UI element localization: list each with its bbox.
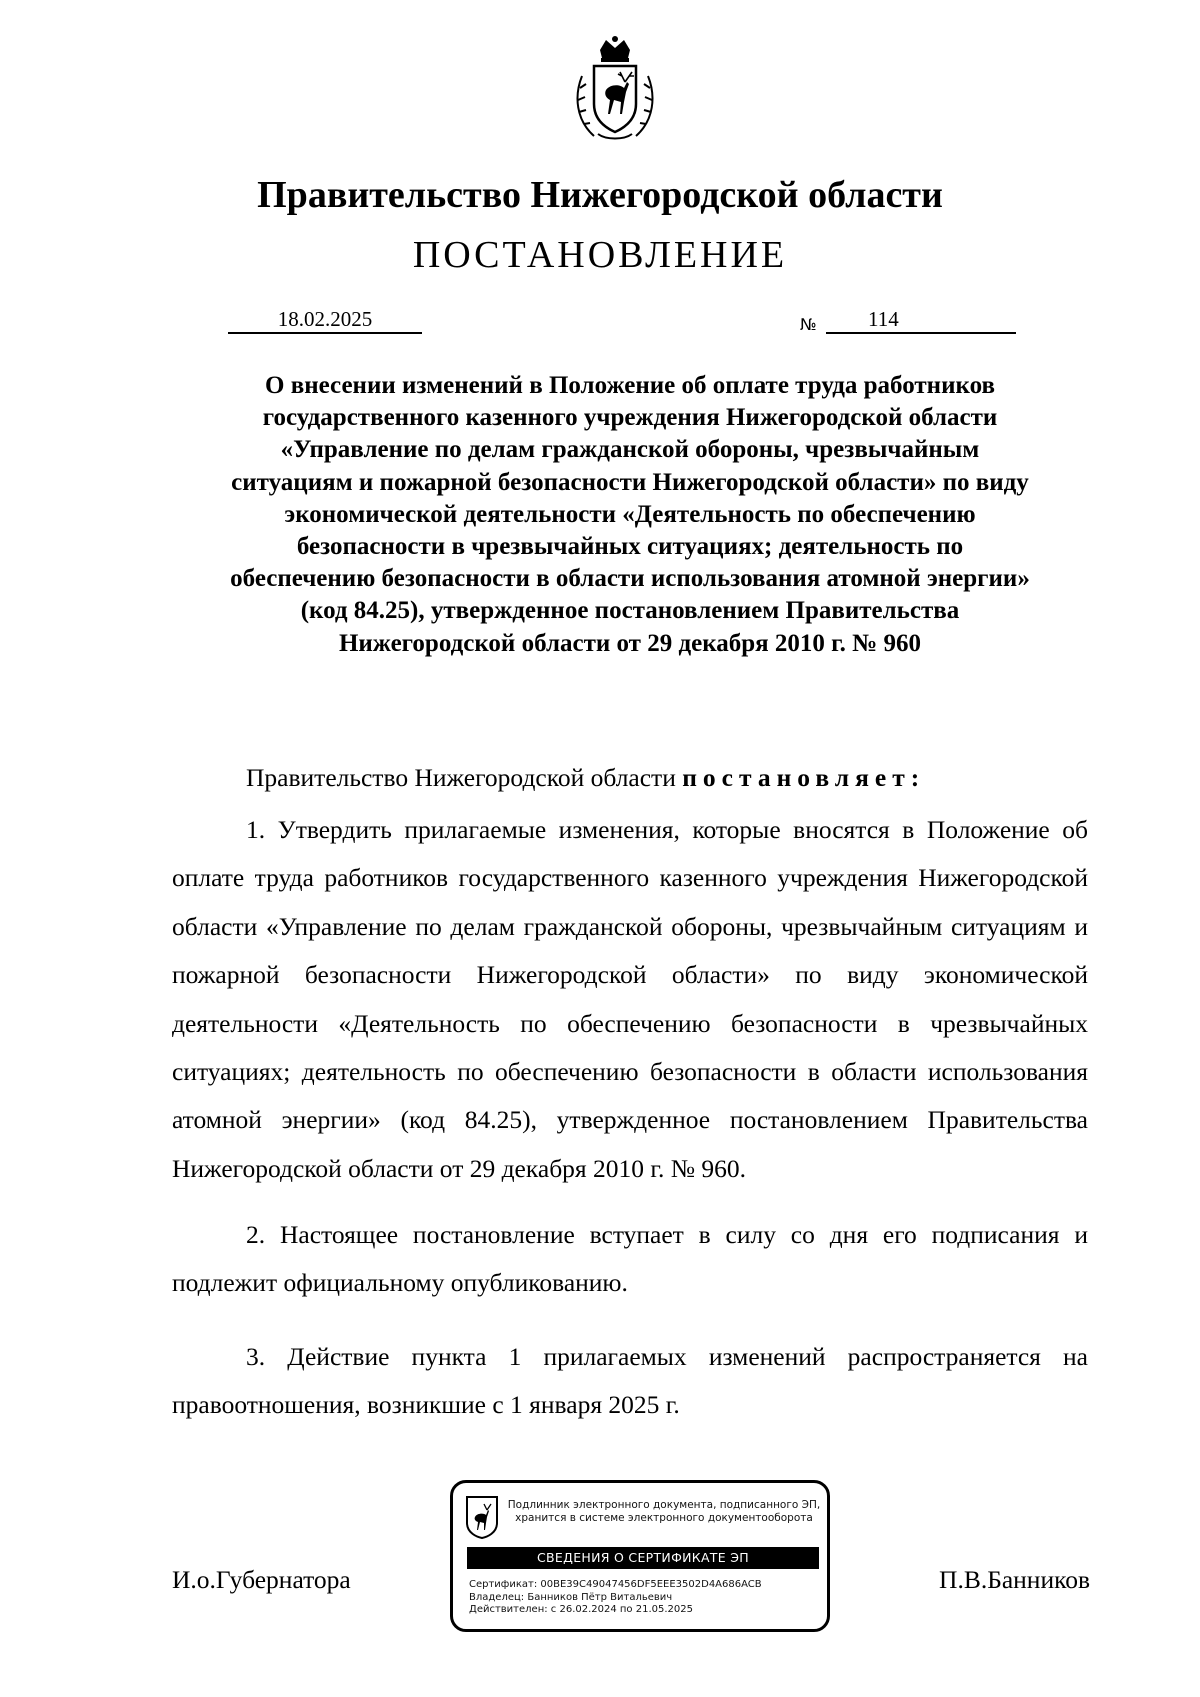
certificate-id: Сертификат: 00BE39C49047456DF5EEE3502D4A686ACB [469, 1579, 762, 1590]
signatory-name: П.В.Банников [939, 1565, 1090, 1594]
stamp-note-line-1: Подлинник электронного документа, подписанного ЭП, [507, 1499, 821, 1511]
org-title: Правительство Нижегородской области [257, 174, 943, 216]
document-date: 18.02.2025 [228, 306, 422, 334]
stamp-note-line-2: хранится в системе электронного документооборота [515, 1512, 813, 1524]
stamp-details [469, 1579, 762, 1617]
enactment-prefix: Правительство Нижегородской области [246, 763, 676, 792]
enactment-line [246, 762, 925, 794]
document-number-field [826, 306, 1016, 334]
paragraph-1: 1. Утвердить прилагаемые изменения, которые вносятся в Положение об оплате труда работников государственного казенного учреждения Нижегородской области «Управление по делам гражданской обороны, чрезвычайным ситуациям и пожарной безопасности Нижегородской области» по виду экономической деятельности «Деятельность по обеспечению безопасности в чрезвычайных ситуациях; деятельность по обеспечению безопасности в области использования атомной энергии» (код 84.25), утвержденное постановлением Правительства Нижегородской области от 29 декабря 2010 г. № 960. [172, 815, 1088, 1183]
document-number: 114 [868, 307, 899, 331]
paragraph-3: 3. Действие пункта 1 прилагаемых изменений распространяется на правоотношения, возникшие с 1 января 2025 г. [172, 1342, 1088, 1420]
stamp-title-bar: СВЕДЕНИЯ О СЕРТИФИКАТЕ ЭП [467, 1547, 819, 1569]
certificate-owner: Владелец: Банников Пётр Витальевич [469, 1591, 673, 1603]
certificate-validity: Действителен: с 26.02.2024 по 21.05.2025 [469, 1604, 693, 1615]
document-type: ПОСТАНОВЛЕНИЕ [412, 234, 788, 276]
stamp-note [503, 1499, 825, 1525]
deer-emblem-icon [465, 1495, 499, 1539]
coat-of-arms-emblem [572, 36, 658, 146]
signatory-position: И.о.Губернатора [172, 1565, 351, 1594]
enactment-verb: постановляет: [682, 763, 926, 792]
electronic-signature-stamp [450, 1480, 830, 1632]
document-subject: О внесении изменений в Положение об оплате труда работников государственного казенного учреждения Нижегородской области «Управление по делам гражданской обороны, чрезвычайным ситуациям и пожарной безопасности Нижегородской области» по виду экономической деятельности «Деятельность по обеспечению безопасности в чрезвычайных ситуациях; деятельность по обеспечению безопасности в области использования атомной энергии» (код 84.25), утвержденное постановлением Правительства Нижегородской области от 29 декабря 2010 г. № 960 [230, 372, 1030, 657]
number-sign: № [800, 315, 817, 334]
paragraph-2: 2. Настоящее постановление вступает в силу со дня его подписания и подлежит официальному опубликованию. [172, 1220, 1088, 1298]
